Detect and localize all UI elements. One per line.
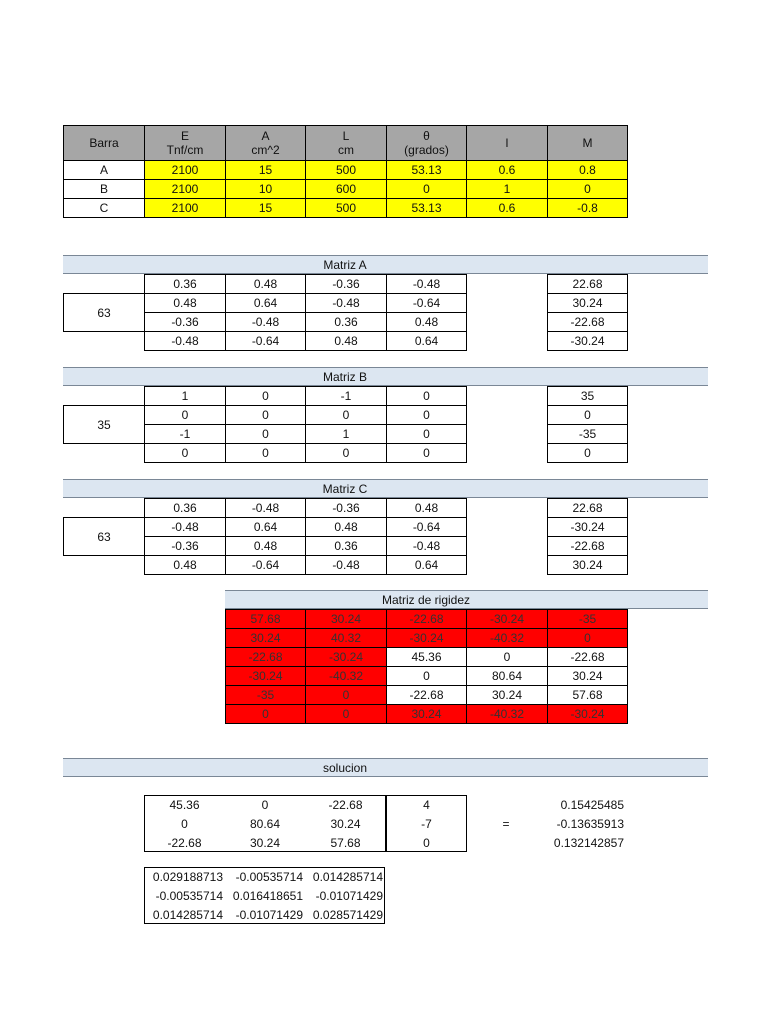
matrix-c-title: Matriz C [322, 481, 368, 496]
stiffness-cell[interactable]: -30.24 [305, 647, 387, 667]
matrix-a-title: Matriz A [323, 257, 367, 272]
matrix-c-factor[interactable]: 63 [63, 517, 145, 556]
matrix-c-cell[interactable]: -0.48 [386, 536, 467, 556]
props-value-cell[interactable]: 0.6 [466, 198, 548, 218]
matrix-b-cell[interactable]: 0 [225, 405, 306, 425]
props-header-text: M [582, 136, 593, 150]
matrix-a-cell[interactable]: 0.64 [386, 331, 467, 351]
matrix-a-cell[interactable]: 0.48 [386, 312, 467, 332]
stiffness-cell[interactable]: 0 [305, 704, 387, 724]
inverse-matrix-cell[interactable]: -0.00535714 [235, 869, 303, 884]
matrix-b-cell[interactable]: 1 [305, 424, 387, 444]
stiffness-title-band [225, 590, 708, 609]
matrix-b-title-band [63, 367, 708, 386]
props-header-text: E [180, 129, 189, 143]
matrix-c-cell[interactable]: 0.36 [144, 498, 226, 518]
stiffness-cell[interactable]: -40.32 [466, 704, 548, 724]
matrix-c-cell[interactable]: 0.64 [225, 517, 306, 537]
props-value-cell[interactable]: 600 [305, 179, 387, 199]
stiffness-cell[interactable]: 40.32 [305, 628, 387, 648]
matrix-a-cell[interactable]: 0.48 [225, 274, 306, 294]
displacement-result-cell[interactable]: -0.13635913 [556, 816, 624, 831]
equals-sign: = [502, 816, 510, 831]
matrix-a-cell[interactable]: 0.64 [225, 293, 306, 313]
matrix-c-title-band [63, 479, 708, 498]
matrix-b-cell[interactable]: 1 [144, 386, 226, 406]
matrix-a-cell[interactable]: 0.36 [305, 312, 387, 332]
matrix-a-result-cell[interactable]: 22.68 [547, 274, 628, 294]
displacement-result-cell[interactable]: 0.132142857 [553, 835, 624, 850]
stiffness-cell[interactable]: -22.68 [386, 609, 467, 629]
stiffness-cell[interactable]: -22.68 [547, 647, 628, 667]
matrix-c-result-cell[interactable]: 22.68 [547, 498, 628, 518]
matrix-b-cell[interactable]: 0 [386, 443, 467, 463]
props-value-cell[interactable]: 500 [305, 198, 387, 218]
props-value-cell[interactable]: 0 [386, 179, 467, 199]
props-value-cell[interactable]: -0.8 [547, 198, 628, 218]
matrix-c-cell[interactable]: -0.48 [225, 498, 306, 518]
matrix-a-cell[interactable]: -0.48 [225, 312, 306, 332]
stiffness-cell[interactable]: -35 [225, 685, 306, 705]
stiffness-cell[interactable]: 57.68 [225, 609, 306, 629]
stiffness-title: Matriz de rigidez [381, 592, 471, 607]
props-value-cell[interactable]: 15 [225, 160, 306, 180]
props-value-cell[interactable]: 15 [225, 198, 306, 218]
stiffness-cell[interactable]: 80.64 [466, 666, 548, 686]
props-header-text: Tnf/cm [166, 143, 204, 157]
stiffness-cell[interactable]: -30.24 [547, 704, 628, 724]
stiffness-cell[interactable]: 30.24 [386, 704, 467, 724]
reduced-matrix-cell[interactable]: 0 [181, 816, 188, 831]
stiffness-cell[interactable]: 57.68 [547, 685, 628, 705]
solution-title-band [63, 758, 708, 777]
stiffness-cell[interactable]: -35 [547, 609, 628, 629]
matrix-a-result-cell[interactable]: -30.24 [547, 331, 628, 351]
matrix-b-cell[interactable]: 0 [225, 443, 306, 463]
props-header-text: A [261, 129, 270, 143]
stiffness-cell[interactable]: -22.68 [225, 647, 306, 667]
props-value-cell[interactable]: 53.13 [386, 160, 467, 180]
solution-title: solucion [322, 760, 368, 775]
props-value-cell[interactable]: 2100 [144, 198, 226, 218]
reduced-matrix-cell[interactable]: 0 [261, 797, 269, 812]
matrix-a-cell[interactable]: -0.64 [386, 293, 467, 313]
displacement-result-cell[interactable]: 0.15425485 [560, 797, 624, 812]
matrix-c-result-cell[interactable]: -22.68 [547, 536, 628, 556]
matrix-c-cell[interactable]: 0.48 [386, 498, 467, 518]
props-header-cell[interactable] [466, 125, 548, 161]
reduced-matrix-cell[interactable]: 80.64 [249, 816, 281, 831]
matrix-b-result-cell[interactable]: 0 [547, 405, 628, 425]
matrix-a-cell[interactable]: -0.48 [305, 293, 387, 313]
stiffness-cell[interactable]: -30.24 [225, 666, 306, 686]
load-vector-cell[interactable]: 0 [423, 835, 430, 850]
stiffness-cell[interactable]: 30.24 [305, 609, 387, 629]
stiffness-cell[interactable]: 30.24 [547, 666, 628, 686]
reduced-matrix-cell[interactable]: 30.24 [249, 835, 281, 850]
stiffness-cell[interactable]: -22.68 [386, 685, 467, 705]
matrix-a-cell[interactable]: -0.64 [225, 331, 306, 351]
matrix-c-cell[interactable]: 0.64 [386, 555, 467, 575]
matrix-a-cell[interactable]: -0.36 [305, 274, 387, 294]
props-header-text: θ [423, 129, 430, 143]
matrix-b-cell[interactable]: -1 [144, 424, 226, 444]
stiffness-cell[interactable]: 0 [305, 685, 387, 705]
matrix-b-cell[interactable]: 0 [225, 386, 306, 406]
matrix-c-result-cell[interactable]: -30.24 [547, 517, 628, 537]
props-header-cell[interactable] [547, 125, 628, 161]
props-header-text: cm [338, 143, 354, 157]
matrix-b-cell[interactable]: -1 [305, 386, 387, 406]
matrix-b-factor[interactable]: 35 [63, 405, 145, 444]
matrix-a-cell[interactable]: -0.48 [144, 331, 226, 351]
stiffness-cell[interactable]: -40.32 [466, 628, 548, 648]
matrix-a-cell[interactable]: 0.36 [144, 274, 226, 294]
matrix-b-result-cell[interactable]: -35 [547, 424, 628, 444]
matrix-a-cell[interactable]: 0.48 [144, 293, 226, 313]
reduced-matrix-cell[interactable]: -22.68 [167, 835, 202, 850]
matrix-c-cell[interactable]: -0.64 [386, 517, 467, 537]
matrix-c-result-cell[interactable]: 30.24 [547, 555, 628, 575]
stiffness-cell[interactable]: 0 [386, 666, 467, 686]
reduced-matrix-cell[interactable]: 45.36 [169, 797, 200, 812]
inverse-matrix-cell[interactable]: 0.016418651 [232, 888, 303, 903]
matrix-a-cell[interactable]: -0.36 [144, 312, 226, 332]
props-value-cell[interactable]: 2100 [144, 179, 226, 199]
matrix-a-title-band [63, 255, 708, 274]
matrix-a-cell[interactable]: -0.48 [386, 274, 467, 294]
stiffness-cell[interactable]: 0 [547, 628, 628, 648]
matrix-b-cell[interactable]: 0 [144, 405, 226, 425]
props-header-cell[interactable] [144, 125, 226, 161]
props-bar-label[interactable]: A [63, 160, 145, 180]
props-bar-label[interactable]: B [63, 179, 145, 199]
props-value-cell[interactable]: 0.6 [466, 160, 548, 180]
stiffness-cell[interactable]: 30.24 [225, 628, 306, 648]
stiffness-cell[interactable]: -30.24 [466, 609, 548, 629]
props-header-text: (grados) [404, 143, 449, 157]
props-value-cell[interactable]: 1 [466, 179, 548, 199]
props-bar-label[interactable]: C [63, 198, 145, 218]
matrix-b-cell[interactable]: 0 [144, 443, 226, 463]
props-value-cell[interactable]: 500 [305, 160, 387, 180]
matrix-b-cell[interactable]: 0 [386, 386, 467, 406]
stiffness-cell[interactable]: 45.36 [386, 647, 467, 667]
props-value-cell[interactable]: 2100 [144, 160, 226, 180]
props-header-cell[interactable] [225, 125, 306, 161]
inverse-matrix-cell[interactable]: -0.00535714 [155, 888, 223, 903]
matrix-c-cell[interactable]: -0.64 [225, 555, 306, 575]
inverse-matrix-cell[interactable]: -0.01071429 [235, 907, 303, 922]
matrix-c-cell[interactable]: 0.48 [144, 555, 226, 575]
load-vector-cell[interactable]: 4 [423, 797, 430, 812]
matrix-b-cell[interactable]: 0 [386, 424, 467, 444]
stiffness-cell[interactable]: 0 [466, 647, 548, 667]
matrix-b-cell[interactable]: 0 [305, 443, 387, 463]
matrix-a-factor[interactable]: 63 [63, 293, 145, 332]
matrix-c-cell[interactable]: 0.48 [305, 517, 387, 537]
matrix-c-cell[interactable]: 0.36 [305, 536, 387, 556]
reduced-matrix-cell[interactable]: -22.68 [328, 797, 363, 812]
inverse-matrix-cell[interactable]: -0.01071429 [315, 888, 383, 903]
matrix-c-cell[interactable]: -0.48 [305, 555, 387, 575]
matrix-b-cell[interactable]: 0 [225, 424, 306, 444]
matrix-c-cell[interactable]: -0.36 [144, 536, 226, 556]
props-header-text: Barra [89, 136, 119, 150]
matrix-b-result-cell[interactable]: 0 [547, 443, 628, 463]
matrix-a-cell[interactable]: 0.48 [305, 331, 387, 351]
stiffness-cell[interactable]: 0 [225, 704, 306, 724]
matrix-b-result-cell[interactable]: 35 [547, 386, 628, 406]
inverse-matrix-cell[interactable]: 0.014285714 [312, 869, 383, 884]
props-header-text: l [505, 136, 509, 150]
props-value-cell[interactable]: 0.8 [547, 160, 628, 180]
stiffness-cell[interactable]: -30.24 [386, 628, 467, 648]
matrix-a-result-cell[interactable]: -22.68 [547, 312, 628, 332]
reduced-matrix-cell[interactable]: 30.24 [330, 816, 361, 831]
matrix-c-cell[interactable]: -0.48 [144, 517, 226, 537]
props-value-cell[interactable]: 53.13 [386, 198, 467, 218]
matrix-b-cell[interactable]: 0 [386, 405, 467, 425]
matrix-c-cell[interactable]: -0.36 [305, 498, 387, 518]
props-header-cell[interactable] [386, 125, 467, 161]
inverse-matrix-cell[interactable]: 0.028571429 [312, 907, 383, 922]
matrix-a-result-cell[interactable]: 30.24 [547, 293, 628, 313]
inverse-matrix-cell[interactable]: 0.029188713 [152, 869, 223, 884]
props-header-text: cm^2 [251, 143, 280, 157]
load-vector-cell[interactable]: -7 [421, 816, 432, 831]
matrix-c-cell[interactable]: 0.48 [225, 536, 306, 556]
props-header-cell[interactable] [63, 125, 145, 161]
matrix-b-title: Matriz B [322, 369, 367, 384]
stiffness-cell[interactable]: 30.24 [466, 685, 548, 705]
matrix-b-cell[interactable]: 0 [305, 405, 387, 425]
inverse-matrix-cell[interactable]: 0.014285714 [152, 907, 223, 922]
props-header-text: L [342, 129, 350, 143]
props-value-cell[interactable]: 0 [547, 179, 628, 199]
stiffness-cell[interactable]: -40.32 [305, 666, 387, 686]
props-value-cell[interactable]: 10 [225, 179, 306, 199]
props-header-cell[interactable] [305, 125, 387, 161]
reduced-matrix-cell[interactable]: 57.68 [330, 835, 361, 850]
